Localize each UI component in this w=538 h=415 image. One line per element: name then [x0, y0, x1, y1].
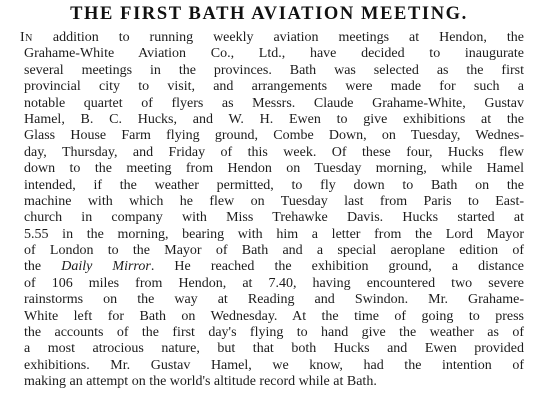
article-line-13: 5.55 in the morning, bearing with him a letter from the Lord Mayor: [24, 226, 524, 242]
article-body: [20, 30, 525, 391]
article-line-4: provincial city to visit, and arrangements were made for such a: [24, 79, 524, 95]
article-line-17: rainstorms on the way at Reading and Swindon. Mr. Grahame-: [24, 292, 524, 308]
article-line-12: church in company with Miss Trehawke Davis. Hucks started at: [24, 210, 524, 226]
article-line-20: a most atrocious nature, but that both Hucks and Ewen provided: [24, 341, 524, 357]
article-line-3: several meetings in the provinces. Bath was selected as the first: [24, 62, 524, 78]
article-line-15: [24, 259, 524, 275]
article-line-22: making an attempt on the world's altitude record while at Bath.: [24, 374, 377, 390]
article-line-text: . He reached the exhibition ground, a distance: [150, 259, 525, 275]
article-line-1: [20, 30, 524, 46]
publication-name: Daily Mirror: [61, 259, 151, 275]
article-line-9: down to the meeting from Hendon on Tuesday morning, while Hamel: [24, 161, 524, 177]
article-line-7: Glass House Farm flying ground, Combe Down, on Tuesday, Wednes-: [24, 128, 524, 144]
article-line-text: the: [24, 259, 62, 275]
article-line-19: the accounts of the first day's flying to hand give the weather as of: [24, 325, 524, 341]
lead-in-word: In: [20, 30, 33, 45]
article-headline: THE FIRST BATH AVIATION MEETING.: [70, 4, 468, 24]
article-line-5: notable quartet of flyers as Messrs. Claude Grahame-White, Gustav: [24, 95, 524, 111]
article-line-16: of 106 miles from Hendon, at 7.40, having encountered two severe: [24, 275, 524, 291]
article-line-14: of London to the Mayor of Bath and a special aeroplane edition of: [24, 243, 524, 259]
article-line-text: addition to running weekly aviation meetings at Hendon, the: [32, 30, 524, 45]
article-line-6: Hamel, B. C. Hucks, and W. H. Ewen to give exhibitions at the: [24, 111, 524, 127]
article-line-10: intended, if the weather permitted, to fly down to Bath on the: [24, 177, 524, 193]
article-line-18: White left for Bath on Wednesday. At the time of going to press: [24, 308, 524, 324]
article-line-21: exhibitions. Mr. Gustav Hamel, we know, had the intention of: [24, 357, 524, 373]
article-line-11: machine with which he flew on Tuesday last from Paris to East-: [24, 193, 524, 209]
article-line-8: day, Thursday, and Friday of this week. Of these four, Hucks flew: [24, 144, 524, 160]
article-line-2: Grahame-White Aviation Co., Ltd., have decided to inaugurate: [24, 46, 524, 62]
